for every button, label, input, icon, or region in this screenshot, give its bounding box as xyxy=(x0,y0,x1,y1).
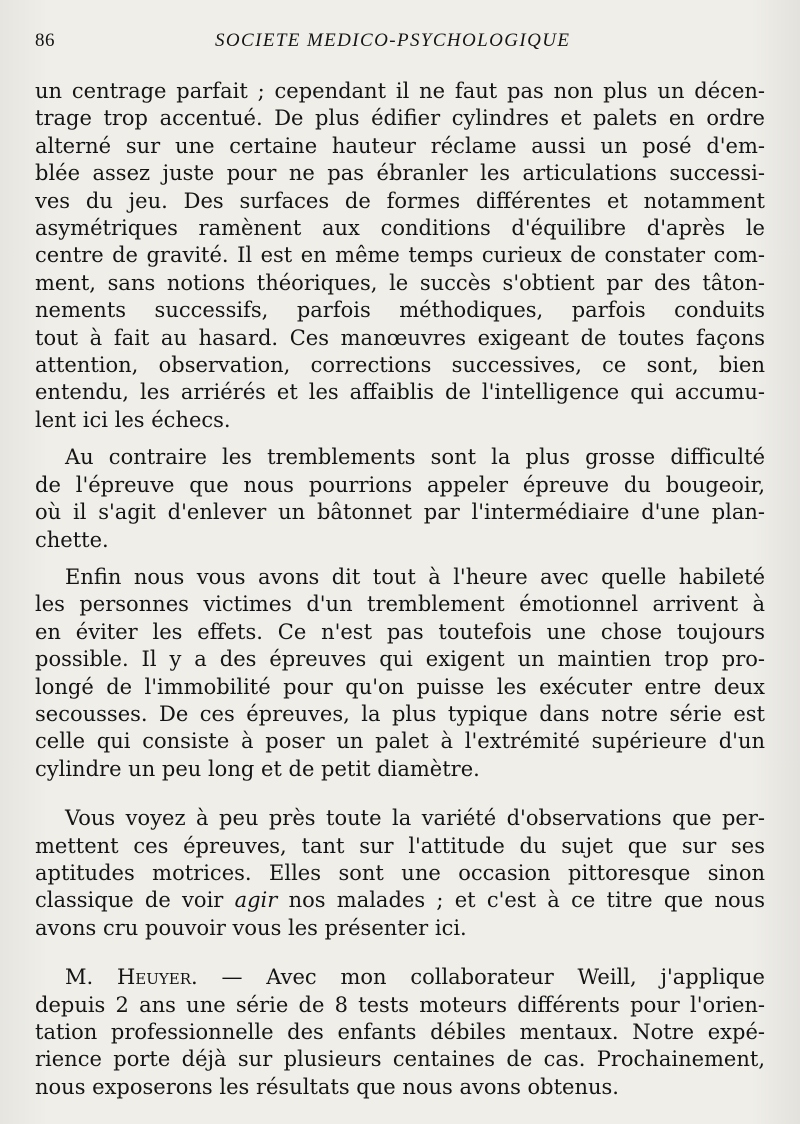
paragraph xyxy=(35,444,765,554)
text-line: celle qui consiste à poser un palet à l'extrémité supérieure d'un xyxy=(35,729,765,754)
paragraph xyxy=(35,964,765,1101)
text-line: depuis 2 ans une série de 8 tests moteurs différents pour l'orien- xyxy=(35,992,765,1017)
page-header xyxy=(35,30,765,56)
text-line: avons cru pouvoir vous les présenter ici. xyxy=(35,915,467,940)
text-line: tation professionnelle des enfants débiles mentaux. Notre expé- xyxy=(35,1020,765,1044)
text-line: lent ici les échecs. xyxy=(35,407,231,432)
text-line: de l'épreuve que nous pourrions appeler épreuve du bougeoir, xyxy=(35,472,765,497)
text-fragment: nos malades ; et c'est à ce titre que nous xyxy=(288,888,765,913)
body-text xyxy=(35,78,765,1101)
text-line: nous exposerons les résultats que nous avons obtenus. xyxy=(35,1074,619,1099)
text-line: nements successifs, parfois méthodiques, parfois conduits xyxy=(35,298,765,323)
text-line: mettent ces épreuves, tant sur l'attitude du sujet que sur ses xyxy=(35,833,765,858)
text-line: tout à fait au hasard. Ces manœuvres exigeant de toutes façons xyxy=(35,325,765,350)
paragraph xyxy=(35,564,765,783)
paragraph xyxy=(35,805,765,942)
text-line: cylindre un peu long et de petit diamètre. xyxy=(35,756,480,781)
text-line: rience porte déjà sur plusieurs centaines de cas. Prochainement, xyxy=(35,1047,765,1072)
text-line: longé de l'immobilité pour qu'on puisse les exécuter entre deux xyxy=(35,674,765,699)
italic-word: agir xyxy=(234,888,278,913)
text-line xyxy=(35,887,765,914)
text-line: Enfin nous vous avons dit tout à l'heure avec quelle habileté xyxy=(65,564,765,589)
text-line: alterné sur une certaine hauteur réclame aussi un posé d'em- xyxy=(35,133,765,158)
text-line: chette. xyxy=(35,527,109,552)
text-line: Au contraire les tremblements sont la plus grosse difficulté xyxy=(65,445,765,470)
text-fragment: classique de voir xyxy=(35,888,224,913)
text-line: ment, sans notions théoriques, le succès s'obtient par des tâton- xyxy=(35,270,765,295)
text-line: secousses. De ces épreuves, la plus typique dans notre série est xyxy=(35,701,765,726)
text-line: ves du jeu. Des surfaces de formes différentes et notamment xyxy=(35,188,765,213)
text-line: asymétriques ramènent aux conditions d'équilibre d'après le xyxy=(35,216,765,241)
text-line: blée assez juste pour ne pas ébranler les articulations successi- xyxy=(35,161,765,186)
text-line: un centrage parfait ; cependant il ne faut pas non plus un décen- xyxy=(35,79,765,103)
text-line: où il s'agit d'enlever un bâtonnet par l'intermédiaire d'une plan- xyxy=(35,500,765,525)
text-line: aptitudes motrices. Elles sont une occasion pittoresque sinon xyxy=(35,860,765,885)
text-line: attention, observation, corrections successives, ce sont, bien xyxy=(35,353,765,378)
text-line: entendu, les arriérés et les affaiblis de l'intelligence qui accumu- xyxy=(35,380,765,405)
speaker-name: M. Heuyer. xyxy=(65,965,198,990)
text-line: centre de gravité. Il est en même temps curieux de constater com- xyxy=(35,243,765,268)
text-line: les personnes victimes d'un tremblement émotionnel arrivent à xyxy=(35,592,765,617)
running-title: SOCIETE MEDICO-PSYCHOLOGIQUE xyxy=(215,30,571,51)
text-line: possible. Il y a des épreuves qui exigent un maintien trop pro- xyxy=(35,647,765,672)
text-fragment: — Avec mon collaborateur Weill, j'applique xyxy=(221,965,765,990)
text-line: Vous voyez à peu près toute la variété d'observations que per- xyxy=(65,806,765,831)
page-number: 86 xyxy=(35,30,55,51)
text-line: en éviter les effets. Ce n'est pas toutefois une chose toujours xyxy=(35,619,765,644)
text-line xyxy=(35,964,765,991)
paragraph xyxy=(35,78,765,434)
text-line: trage trop accentué. De plus édifier cylindres et palets en ordre xyxy=(35,106,765,131)
